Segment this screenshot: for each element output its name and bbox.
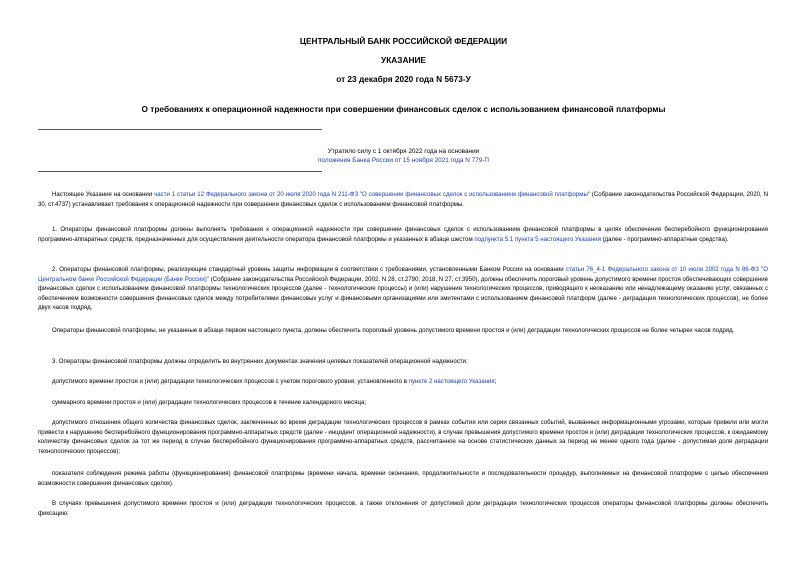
law-link[interactable]: статьи 76_4-1 Федерального закона от 10 июля 2002 года N 86-ФЗ "О Центральном банке Российской Федерации (Банке России)" <box>38 266 769 283</box>
bank-name: ЦЕНТРАЛЬНЫЙ БАНК РОССИЙСКОЙ ФЕДЕРАЦИИ <box>299 36 508 46</box>
law-link[interactable]: части 1 статьи 12 Федерального закона от 20 июля 2020 года N 211-ФЗ "О совершении финансовых сделок с использованием финансовой платформы" <box>154 191 590 198</box>
paragraph-1 <box>38 225 768 244</box>
paragraph-4: В случаях превышения допустимого времени простоя и (или) деградации технологических процессов, а также отклонения от допустимой доли деградации технологических процессов операторы финансовой платформы должны обеспечить фиксацию: <box>38 500 768 517</box>
paragraph-3: 3. Операторы финансовой платформы должны определить во внутренних документах значения целевых показателей операционной надежности: <box>52 358 468 365</box>
text: ; <box>494 378 497 385</box>
document-title: О требованиях к операционной надежности при совершении финансовых сделок с использованием финансовой платформы <box>141 104 666 114</box>
paragraph-2 <box>38 265 768 313</box>
status-note-link[interactable]: положения Банка России от 15 ноября 2021 года N 779-П <box>317 157 490 164</box>
text: (Собрание законодательства Российской Федерации, 2020, N 30, ст.4737) устанавливает требования к операционной надежности при совершении финансовых сделок с использованием финансовой платформы. <box>38 191 768 208</box>
document-date-number: от 23 декабря 2020 года N 5673-У <box>336 74 471 84</box>
text: Настоящее Указание на основании <box>52 191 155 198</box>
point-link[interactable]: пункте 2 настоящего Указания <box>408 378 495 385</box>
subpoint-link[interactable]: подпункта 5.1 пункта 5 настоящего Указания <box>474 235 601 243</box>
separator-line <box>38 171 322 172</box>
paragraph-intro <box>38 190 768 209</box>
paragraph-3a <box>38 377 768 387</box>
text: 2. Операторы финансовой платформы, реализующие стандартный уровень защиты информации в соответствии с требованиями, установленными Банком России на основании <box>52 266 566 273</box>
separator-line <box>38 129 322 130</box>
text: (Собрание законодательства Российской Федерации, 2002, N 28, ст.2790; 2018, N 27, ст.3950), должны обеспечить пороговый уровень допустимого времени простоя обеспечивающих совершение финансовых сделок с использованием финансовой платформы технологических процессов (далее - технологические процессы) и (или) нарушения технологических процессов, приводящего к неоказанию или ненадлежащему оказанию услуг, связанных с обеспечением возможности совершения финансовых сделок между потребителями финансовых услуг и финансовыми организациями или эмитентами с использованием финансовой платформ (далее - деградация технологических процессов), не более двух часов подряд. <box>38 275 768 312</box>
status-note-text: Утратило силу с 1 октября 2022 года на основании <box>327 148 480 155</box>
status-note <box>0 147 807 165</box>
document-type: УКАЗАНИЕ <box>381 55 426 65</box>
text: 1. Операторы финансовой платформы должны выполнять требования к операционной надежности при совершении финансовых сделок с использованием финансовой платформы в целях обеспечения бесперебойного функционирования программно-аппаратных средств, предназначенных для осуществления деятельности оператора финансовой платформы и указанных в абзаце шестом <box>38 226 768 243</box>
paragraph-3c: допустимого отношения общего количества финансовых сделок, заключенных во время деградации технологических процессов в рамках события или серии связанных событий, вызванных информационными угрозами, которые привели или могли привести к нарушению бесперебойного функционирования программно-аппаратных средств (далее - инцидент операционной надежности), в случае превышения допустимого времени простоя и (или) деградации технологических процессов, к ожидаемому количеству финансовых сделок за тот же период в случае бесперебойного функционирования программно-аппаратных средств, рассчитанное на основе статистических данных за период не менее одного года (далее - допустимая доля деградации технологических процессов); <box>38 419 768 455</box>
text: (далее - программно-аппаратные средства). <box>600 235 729 243</box>
text: допустимого времени простоя и (или) деградации технологических процессов с учетом порогового уровня, установленного в <box>52 378 409 385</box>
paragraph-3b: суммарного времени простоя и (или) деградации технологических процессов в течение календарного месяца; <box>52 399 367 406</box>
paragraph-3d: показателя соблюдения режима работы (функционирования) финансовой платформы (времени начала, времени окончания, продолжительности и последовательности процедур, выполняемых на финансовой платформе с целью обеспечения возможности совершения финансовых сделок). <box>38 470 768 487</box>
paragraph-2b: Операторы финансовой платформы, не указанные в абзаце первом настоящего пункта, должны обеспечить пороговый уровень допустимого времени простоя и (или) деградации технологических процессов не более четырех часов подряд. <box>52 327 735 334</box>
